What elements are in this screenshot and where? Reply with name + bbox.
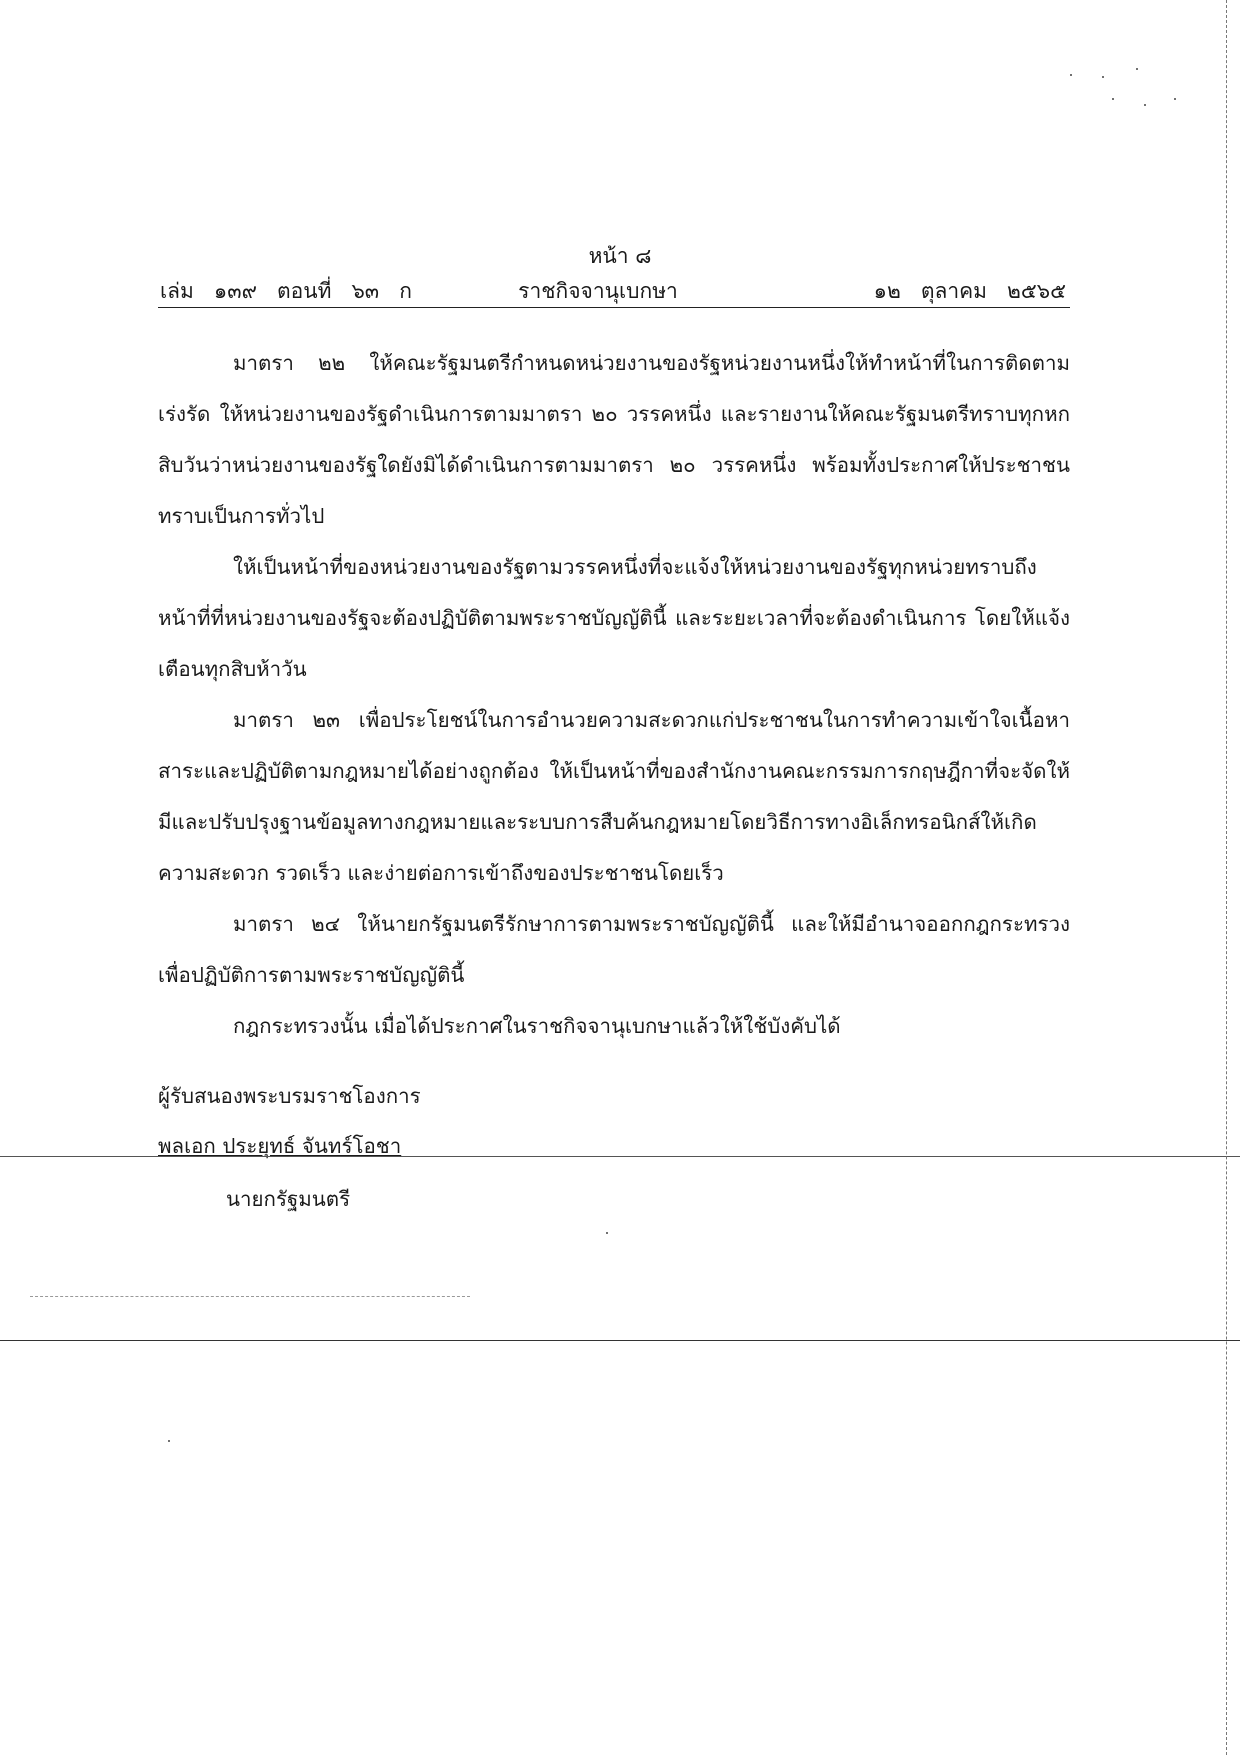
scan-speck	[606, 1232, 608, 1234]
scan-dashed-line	[30, 1296, 470, 1297]
section-23-paragraph: มาตรา ๒๓ เพื่อประโยชน์ในการอำนวยความสะดวกแก่ประชาชนในการทำความเข้าใจเนื้อหาสาระและปฏิบัติตามกฎหมายได้อย่างถูกต้อง ให้เป็นหน้าที่ของสำนักงานคณะกรรมการกฤษฎีกาที่จะจัดให้มีและปรับปรุงฐานข้อมูลทางกฎหมายและระบบการสืบค้นกฎหมายโดยวิธีการทางอิเล็กทรอนิกส์ให้เกิดความสะดวก รวดเร็ว และง่ายต่อการเข้าถึงของประชาชนโดยเร็ว	[158, 708, 1070, 885]
section-24-second-paragraph: กฎกระทรวงนั้น เมื่อได้ประกาศในราชกิจจานุเบกษาแล้วให้ใช้บังคับได้	[233, 1014, 841, 1038]
scan-speck	[1112, 98, 1114, 100]
volume-issue: เล่ม ๑๓๙ ตอนที่ ๖๓ ก	[160, 279, 412, 303]
signatory-title: นายกรัฐมนตรี	[226, 1187, 351, 1211]
signatory-name: พลเอก ประยุทธ์ จันทร์โอชา	[158, 1134, 402, 1158]
scan-line	[0, 1340, 1240, 1341]
document-body	[158, 338, 1070, 1052]
publication-name: ราชกิจจานุเบกษา	[518, 279, 678, 303]
page-number: หน้า ๘	[588, 244, 652, 268]
countersign-label: ผู้รับสนองพระบรมราชโองการ	[158, 1084, 421, 1108]
section-22-paragraph: มาตรา ๒๒ ให้คณะรัฐมนตรีกำหนดหน่วยงานของรัฐหน่วยงานหนึ่งให้ทำหน้าที่ในการติดตาม เร่งรัด ให้หน่วยงานของรัฐดำเนินการตามมาตรา ๒๐ วรรคหนึ่ง และรายงานให้คณะรัฐมนตรีทราบทุกหกสิบวันว่าหน่วยงานของรัฐใดยังมิได้ดำเนินการตามมาตรา ๒๐ วรรคหนึ่ง พร้อมทั้งประกาศให้ประชาชนทราบเป็นการทั่วไป	[158, 351, 1070, 528]
scan-speck	[1136, 68, 1138, 70]
publication-date: ๑๒ ตุลาคม ๒๕๖๕	[873, 279, 1066, 303]
scan-speck	[1144, 104, 1146, 106]
gazette-header	[158, 275, 1070, 308]
section-22-second-paragraph: ให้เป็นหน้าที่ของหน่วยงานของรัฐตามวรรคหนึ่งที่จะแจ้งให้หน่วยงานของรัฐทุกหน่วยทราบถึงหน้าที่ที่หน่วยงานของรัฐจะต้องปฏิบัติตามพระราชบัญญัตินี้ และระยะเวลาที่จะต้องดำเนินการ โดยให้แจ้งเตือนทุกสิบห้าวัน	[158, 555, 1070, 681]
scan-speck	[1174, 98, 1176, 100]
scan-speck	[1070, 74, 1072, 76]
scan-speck	[168, 1440, 170, 1442]
section-24-paragraph: มาตรา ๒๔ ให้นายกรัฐมนตรีรักษาการตามพระราชบัญญัตินี้ และให้มีอำนาจออกกฎกระทรวงเพื่อปฏิบัติการตามพระราชบัญญัตินี้	[158, 912, 1070, 987]
scan-page-edge	[1226, 0, 1227, 1755]
scan-line	[0, 1156, 1240, 1157]
scan-speck	[1102, 76, 1104, 78]
